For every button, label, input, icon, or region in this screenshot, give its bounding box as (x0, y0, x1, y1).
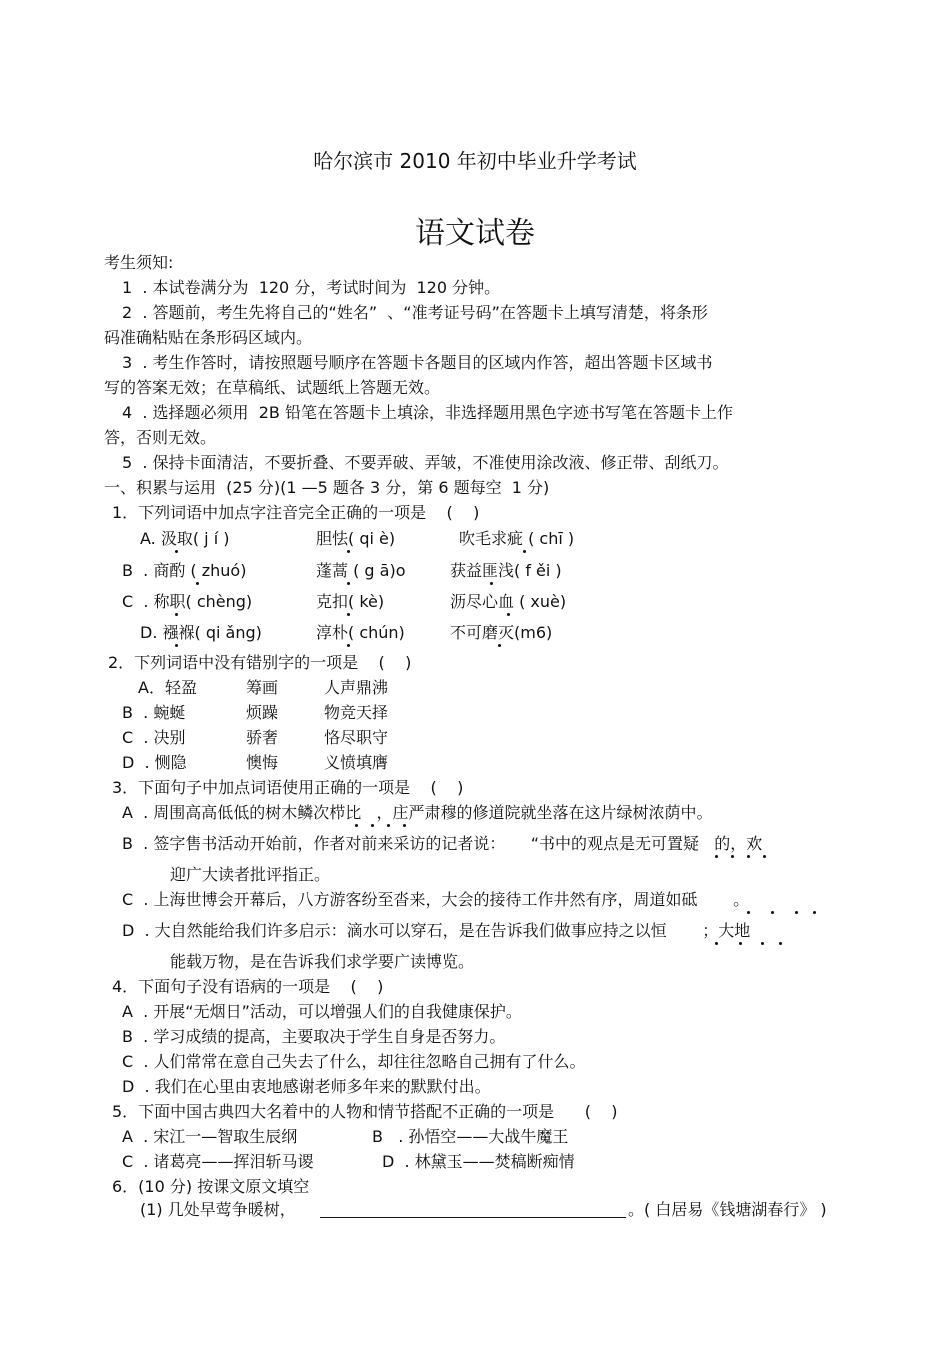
section-heading: 一、积累与运用 (25 分)(1 —5 题各 3 分，第 6 题每空 1 分) (104, 478, 550, 497)
emphasis-dot (371, 824, 374, 827)
q5-option-c: C . 诸葛亮——挥泪斩马谡 (122, 1152, 314, 1171)
q3-option-d-cont: 能载万物，是在告诉我们求学要广读博览。 (170, 952, 475, 971)
emphasis-dot (347, 644, 350, 647)
q1-option-b-word1: B . 商酌 ( zhuó) (122, 561, 247, 580)
notice-line: 4 . 选择题必须用 2B 铅笔在答题卡上填涂，非选择题用黑色字迹书写笔在答题卡上作 (122, 403, 733, 422)
notice-heading: 考生须知: (104, 253, 174, 272)
emphasis-dot (196, 582, 199, 585)
q4-option-a: A . 开展“无烟日”活动，可以增强人们的自我健康保护。 (122, 1002, 522, 1021)
q2-option-d-word2: 懊悔 (246, 753, 279, 772)
q4-option-d: D . 我们在心里由衷地感谢老师多年来的默默付出。 (122, 1077, 491, 1096)
emphasis-dot (739, 942, 742, 945)
emphasis-dot (347, 550, 350, 553)
emphasis-dot (715, 855, 718, 858)
q2-option-b-word1: B . 蜿蜒 (122, 703, 186, 722)
emphasis-dot (795, 911, 798, 914)
q1-option-d-word1: D. 襁褓( qi ǎng) (140, 623, 262, 642)
q1-option-a-word2: 胆怯( qi è) (316, 529, 396, 548)
q6-item-1-blank[interactable] (320, 1217, 626, 1218)
q2-option-a-word1: A．轻盈 (138, 678, 197, 697)
emphasis-dot (403, 824, 406, 827)
question-4-stem: 4．下面句子没有语病的一项是 ( ) (112, 977, 384, 996)
q4-option-b: B . 学习成绩的提高，主要取决于学生自身是否努力。 (122, 1027, 506, 1046)
exam-subtitle: 语文试卷 (415, 216, 535, 251)
emphasis-dot (763, 855, 766, 858)
q1-option-d-word3: 不可磨灭(m6) (450, 623, 553, 642)
q5-option-a: A . 宋江一—智取生辰纲 (122, 1127, 298, 1146)
q2-option-c-word2: 骄奢 (246, 728, 279, 747)
q2-option-b-word2: 烦躁 (246, 703, 279, 722)
notice-line: 2 . 答题前，考生先将自己的“姓名” 、“准考证号码”在答题卡上填写清楚，将条形 (122, 303, 708, 322)
q2-option-d-word3: 义愤填膺 (324, 753, 389, 772)
emphasis-dot (813, 911, 816, 914)
emphasis-dot (523, 550, 526, 553)
question-3-stem: 3．下面句子中加点词语使用正确的一项是 ( ) (112, 778, 464, 797)
exam-title: 哈尔滨市 2010 年初中毕业升学考试 (313, 149, 637, 173)
q2-option-a-word2: 筹画 (246, 678, 279, 697)
emphasis-dot (355, 824, 358, 827)
q1-option-d-word2: 淳朴( chún) (316, 623, 405, 642)
emphasis-dot (731, 855, 734, 858)
q2-option-b-word3: 物竞天择 (324, 703, 389, 722)
notice-line: 码准确粘贴在条形码区域内。 (104, 328, 313, 347)
q5-option-d: D . 林黛玉——焚稿断痴情 (382, 1152, 575, 1171)
q1-option-a-word1: A. 汲取( j í ) (140, 529, 230, 548)
notice-line: 3 . 考生作答时，请按照题号顺序在答题卡各题目的区域内作答，超出答题卡区域书 (122, 353, 713, 372)
emphasis-dot (175, 644, 178, 647)
q3-option-b: B . 签字售书活动开始前，作者对前来采访的记者说： “书中的观点是无可置疑 的，欢 (122, 834, 763, 853)
emphasis-dot (747, 911, 750, 914)
notice-line: 答，否则无效。 (104, 428, 217, 447)
q3-option-c: C . 上海世博会开幕后，八方游客纷至沓来，大会的接待工作井然有序，周道如砥 。 (122, 890, 750, 909)
emphasis-dot (175, 613, 178, 616)
emphasis-dot (347, 582, 350, 585)
emphasis-dot (747, 855, 750, 858)
emphasis-dot (490, 582, 493, 585)
emphasis-dot (347, 613, 350, 616)
q3-option-b-cont: 迎广大读者批评指正。 (170, 865, 331, 884)
emphasis-dot (779, 942, 782, 945)
notice-line: 写的答案无效；在草稿纸、试题纸上答题无效。 (104, 378, 441, 397)
emphasis-dot (771, 911, 774, 914)
emphasis-dot (387, 824, 390, 827)
q2-option-a-word3: 人声鼎沸 (324, 678, 389, 697)
q1-option-c-word1: C . 称职( chèng) (122, 592, 253, 611)
question-6-stem: 6．(10 分) 按课文原文填空 (112, 1177, 310, 1196)
q2-option-c-word3: 恪尽职守 (324, 728, 389, 747)
emphasis-dot (498, 644, 501, 647)
q6-item-1-suffix: 。( 白居易《钱塘湖春行》 ) (628, 1200, 827, 1219)
q6-item-1-prefix: (1) 几处早莺争暖树， (140, 1200, 296, 1219)
q1-option-c-word2: 克扣( kè) (316, 592, 385, 611)
q1-option-a-word3: 吹毛求疵 ( chī ) (459, 529, 575, 548)
emphasis-dot (175, 550, 178, 553)
q5-option-b: B . 孙悟空——大战牛魔王 (372, 1127, 569, 1146)
q1-option-b-word3: 获益匪浅( f ěi ) (450, 561, 562, 580)
emphasis-dot (715, 942, 718, 945)
q2-option-c-word1: C . 决别 (122, 728, 186, 747)
emphasis-dot (507, 613, 510, 616)
q1-option-b-word2: 蓬蒿 ( g ā)o (316, 561, 406, 580)
q3-option-d: D . 大自然能给我们许多启示：滴水可以穿石，是在告诉我们做事应持之以恒 ；大地 (122, 921, 751, 940)
q2-option-d-word1: D . 恻隐 (122, 753, 187, 772)
notice-line: 1 . 本试卷满分为 120 分，考试时间为 120 分钟。 (122, 278, 501, 297)
q1-option-c-word3: 沥尽心血 ( xuè) (450, 592, 567, 611)
q4-option-c: C . 人们常常在意自己失去了什么，却往往忽略自己拥有了什么。 (122, 1052, 586, 1071)
q3-option-a: A . 周围高高低低的树木鳞次栉比 ，庄严肃穆的修道院就坐落在这片绿树浓荫中。 (122, 803, 713, 822)
question-2-stem: 2．下列词语中没有错别字的一项是 ( ) (108, 653, 412, 672)
emphasis-dot (761, 942, 764, 945)
notice-line: 5 . 保持卡面清洁，不要折叠、不要弄破、弄皱，不准使用涂改液、修正带、刮纸刀。 (122, 453, 729, 472)
question-1-stem: 1．下列词语中加点字注音完全正确的一项是 ( ) (112, 503, 480, 522)
question-5-stem: 5．下面中国古典四大名着中的人物和情节搭配不正确的一项是 ( ) (112, 1102, 618, 1121)
